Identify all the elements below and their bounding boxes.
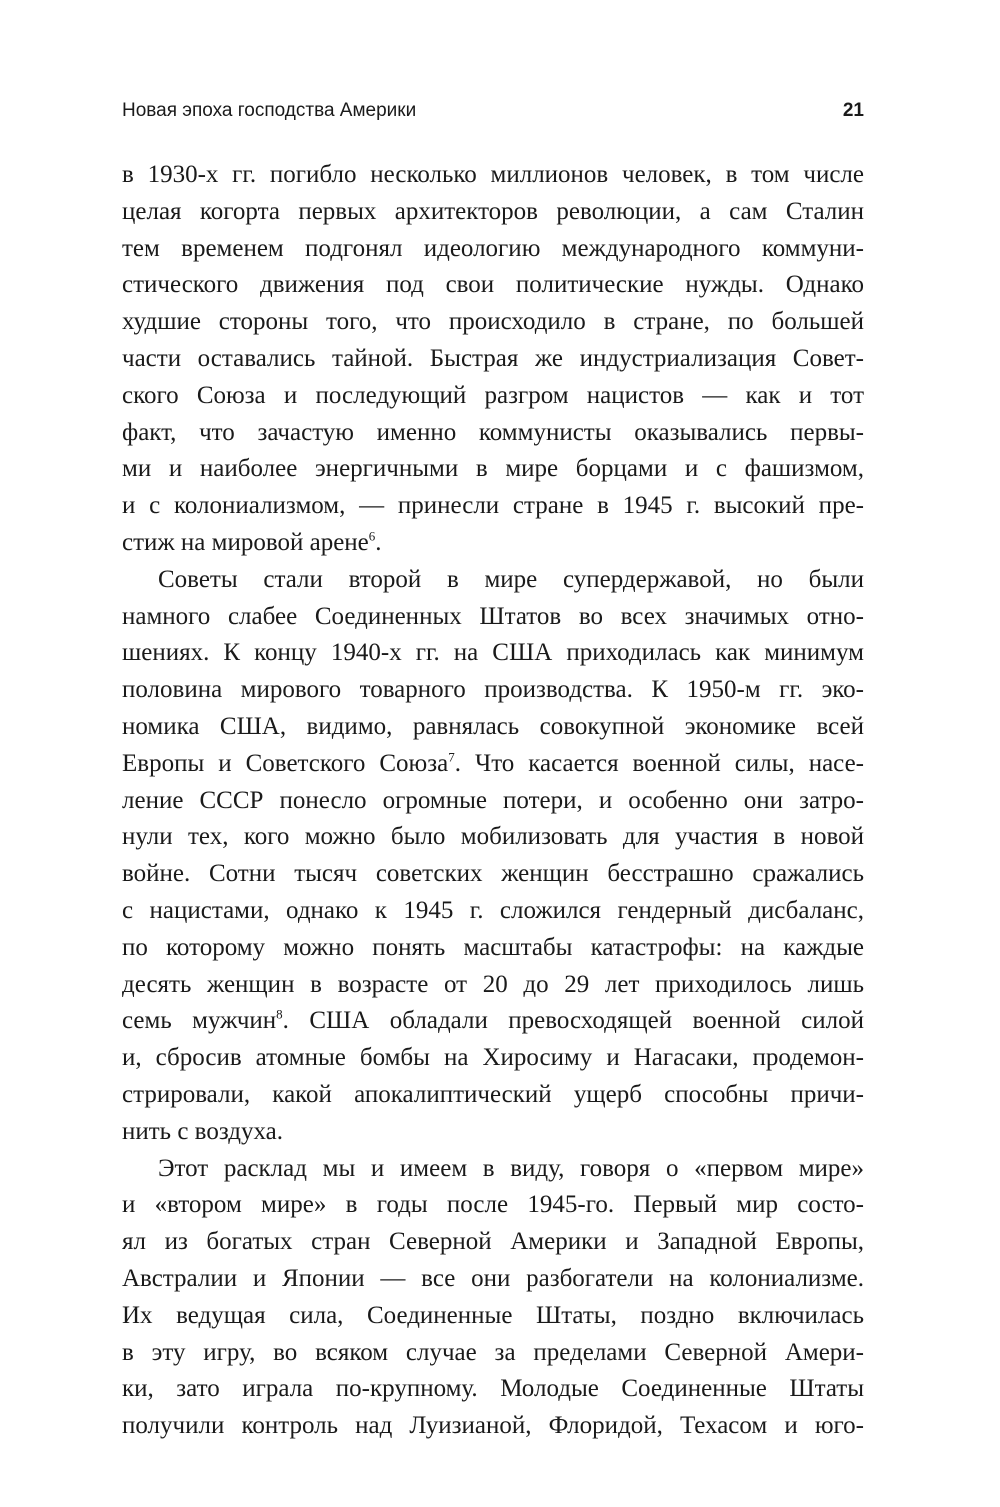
footnote-ref-8[interactable]: 8 xyxy=(276,1007,283,1022)
line-text: . Что касается военной силы, насе- xyxy=(454,749,865,777)
text-line: и «втором мире» в годы после 1945-го. Первый мир состо- xyxy=(122,1191,864,1219)
text-line: факт, что зачастую именно коммунисты оказывались первы- xyxy=(122,418,864,446)
running-header xyxy=(122,100,864,130)
text-line: десять женщин в возрасте от 20 до 29 лет приходилось лишь xyxy=(122,970,864,998)
text-line xyxy=(122,746,864,783)
text-line: получили контроль над Луизианой, Флоридой, Техасом и юго- xyxy=(122,1412,864,1440)
running-title: Новая эпоха господства Америки xyxy=(122,100,417,121)
footnote-ref-7[interactable]: 7 xyxy=(448,749,455,765)
text-line: ял из богатых стран Северной Америки и Западной Европы, xyxy=(122,1228,864,1256)
text-line: номика США, видимо, равнялась совокупной экономике всей xyxy=(122,712,864,740)
text-line: тем временем подгонял идеологию международного коммуни- xyxy=(122,234,864,262)
text-line: половина мирового товарного производства. К 1950-м гг. эко- xyxy=(122,676,864,704)
text-line xyxy=(122,525,864,562)
text-line: шениях. К концу 1940-х гг. на США приходилась как минимум xyxy=(122,639,864,667)
text-line: Этот расклад мы и имеем в виду, говоря о «первом мире» xyxy=(158,1154,864,1182)
text-line: ми и наиболее энергичными в мире борцами и с фашизмом, xyxy=(122,455,864,483)
text-line: Их ведущая сила, Соединенные Штаты, поздно включилась xyxy=(122,1301,864,1329)
text-line: ского Союза и последующий разгром нацистов — как и тот xyxy=(122,381,864,409)
text-line: нить с воздуха. xyxy=(122,1117,283,1145)
text-line: в 1930-х гг. погибло несколько миллионов человек, в том числе xyxy=(122,161,864,188)
text-line: целая когорта первых архитекторов революции, а сам Сталин xyxy=(122,197,864,225)
text-line: с нацистами, однако к 1945 г. сложился гендерный дисбаланс, xyxy=(122,896,864,924)
line-text: . xyxy=(375,528,382,556)
text-line xyxy=(122,1003,864,1040)
line-text: семь мужчин xyxy=(122,1007,277,1035)
line-text: стиж на мировой арене xyxy=(122,528,369,556)
body-text xyxy=(122,157,864,1445)
text-line: стрировали, какой апокалиптический ущерб способны причи- xyxy=(122,1080,864,1108)
footnote-ref-6[interactable]: 6 xyxy=(368,528,376,544)
page-number: 21 xyxy=(842,100,864,121)
line-text: Европы и Советского Союза xyxy=(122,749,449,777)
text-line: и, сбросив атомные бомбы на Хиросиму и Нагасаки, продемон- xyxy=(122,1044,864,1072)
text-line: войне. Сотни тысяч советских женщин бесстрашно сражались xyxy=(122,860,864,888)
text-line: нули тех, кого можно было мобилизовать для участия в новой xyxy=(122,823,864,851)
text-line: по которому можно понять масштабы катастрофы: на каждые xyxy=(122,933,864,961)
paragraph-3 xyxy=(122,1151,864,1445)
paragraph-2 xyxy=(122,562,864,1151)
text-line: Австралии и Японии — все они разбогатели на колониализме. xyxy=(122,1264,864,1292)
text-line: ки, зато играла по-крупному. Молодые Соединенные Штаты xyxy=(122,1375,864,1403)
text-line: и с колониализмом, — принесли стране в 1945 г. высокий пре- xyxy=(122,492,864,520)
text-line: Советы стали второй в мире супердержавой, но были xyxy=(158,565,864,593)
line-text: . США обладали превосходящей военной силой xyxy=(282,1007,864,1035)
text-line: стического движения под свои политические нужды. Однако xyxy=(122,271,864,299)
text-line: намного слабее Соединенных Штатов во всех значимых отно- xyxy=(122,602,864,630)
text-line: в эту игру, во всяком случае за пределами Северной Амери- xyxy=(122,1338,864,1366)
paragraph-1 xyxy=(122,157,864,562)
text-line: ление СССР понесло огромные потери, и особенно они затро- xyxy=(122,786,864,814)
text-line: части оставались тайной. Быстрая же индустриализация Совет- xyxy=(122,344,864,372)
text-line: худшие стороны того, что происходило в стране, по большей xyxy=(122,308,864,336)
